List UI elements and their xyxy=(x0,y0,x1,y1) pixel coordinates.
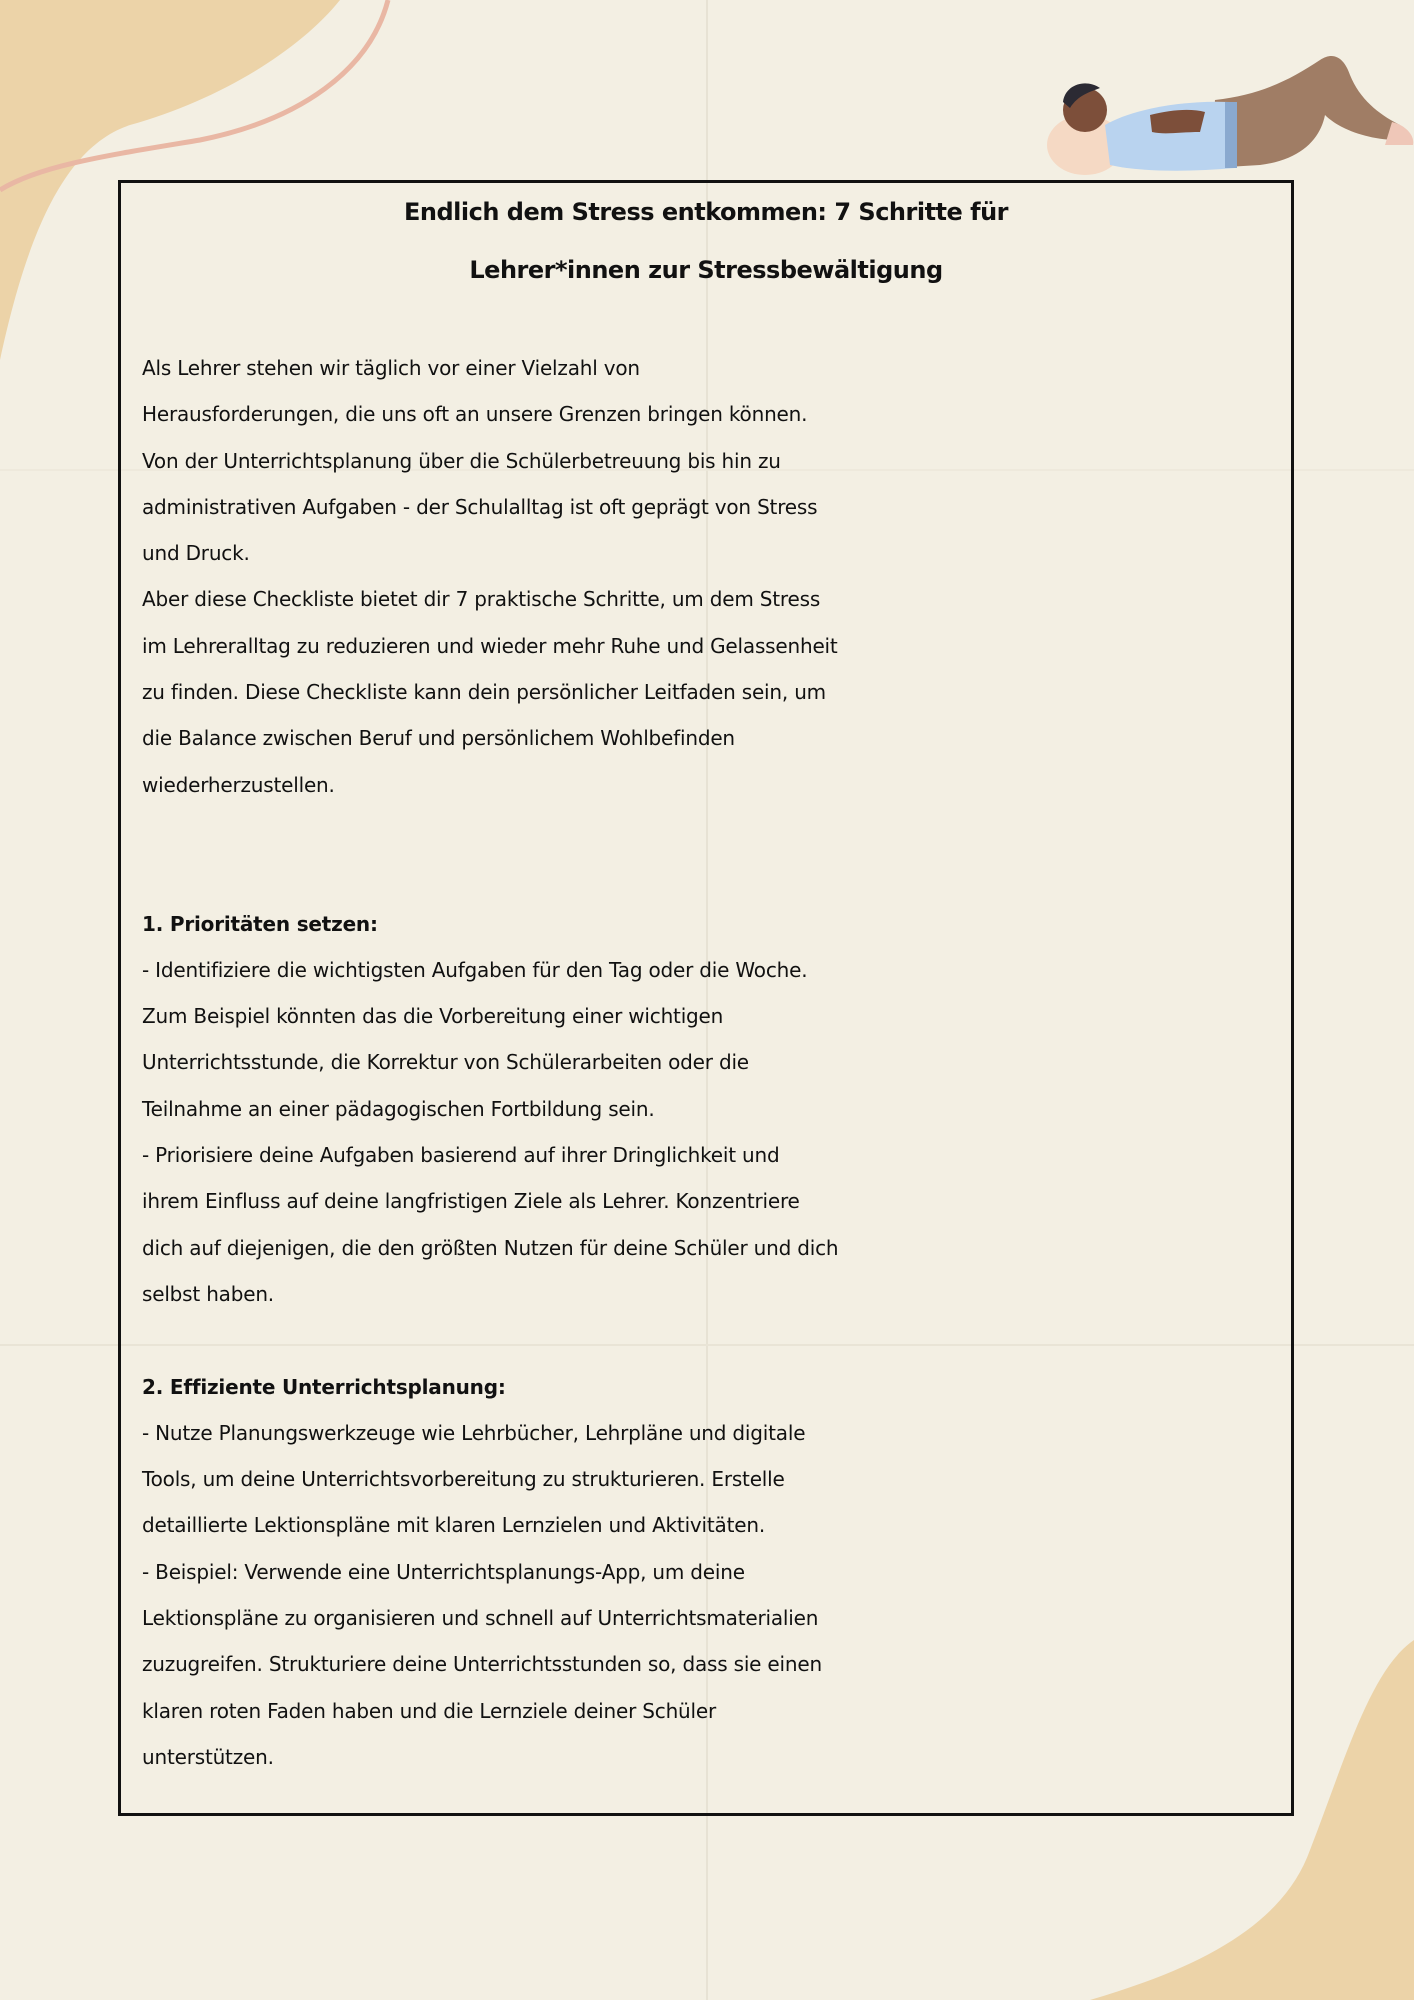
intro-line: Als Lehrer stehen wir täglich vor einer Vielzahl von xyxy=(142,356,640,380)
section-line: Zum Beispiel könnten das die Vorbereitung einer wichtigen xyxy=(142,1004,724,1029)
section-line: Unterrichtsstunde, die Korrektur von Schülerarbeiten oder die xyxy=(142,1050,749,1075)
intro-paragraph xyxy=(142,345,1282,808)
section-line: ihrem Einfluss auf deine langfristigen Ziele als Lehrer. Konzentriere xyxy=(142,1189,800,1214)
spacer xyxy=(142,854,1282,900)
page-title xyxy=(122,183,1290,299)
main-content xyxy=(142,345,1282,1780)
section-line: zuzugreifen. Strukturiere deine Unterrichtsstunden so, dass sie einen xyxy=(142,1652,822,1677)
intro-line: wiederherzustellen. xyxy=(142,772,335,797)
section-line: klaren roten Faden haben und die Lernziele deiner Schüler xyxy=(142,1698,717,1723)
section-1 xyxy=(142,901,1282,1318)
man-lying-relaxing-icon xyxy=(1030,40,1414,185)
section-line: - Nutze Planungswerkzeuge wie Lehrbücher, Lehrpläne und digitale xyxy=(142,1420,806,1445)
section-line: Lektionspläne zu organisieren und schnell auf Unterrichtsmaterialien xyxy=(142,1606,819,1631)
section-heading: 1. Prioritäten setzen: xyxy=(142,911,378,936)
intro-line: die Balance zwischen Beruf und persönlichem Wohlbefinden xyxy=(142,726,735,751)
section-line: Tools, um deine Unterrichtsvorbereitung zu strukturieren. Erstelle xyxy=(142,1467,785,1492)
section-line: detaillierte Lektionspläne mit klaren Lernzielen und Aktivitäten. xyxy=(142,1513,765,1538)
section-line: selbst haben. xyxy=(142,1281,274,1306)
section-line: dich auf diejenigen, die den größten Nutzen für deine Schüler und dich xyxy=(142,1235,839,1260)
spacer xyxy=(142,1317,1282,1363)
intro-line: zu finden. Diese Checkliste kann dein persönlicher Leitfaden sein, um xyxy=(142,680,826,705)
section-heading: 2. Effiziente Unterrichtsplanung: xyxy=(142,1374,506,1399)
title-line-1: Endlich dem Stress entkommen: 7 Schritte für xyxy=(403,198,1009,226)
section-line: Teilnahme an einer pädagogischen Fortbildung sein. xyxy=(142,1096,655,1121)
section-line: - Beispiel: Verwende eine Unterrichtsplanungs-App, um deine xyxy=(142,1559,745,1584)
section-line: unterstützen. xyxy=(142,1744,274,1769)
intro-line: im Lehreralltag zu reduzieren und wieder mehr Ruhe und Gelassenheit xyxy=(142,633,838,658)
intro-line: Von der Unterrichtsplanung über die Schülerbetreuung bis hin zu xyxy=(142,448,781,473)
intro-line: administrativen Aufgaben - der Schulalltag ist oft geprägt von Stress xyxy=(142,494,818,519)
intro-line: Herausforderungen, die uns oft an unsere Grenzen bringen können. xyxy=(142,402,808,427)
section-2 xyxy=(142,1364,1282,1781)
spacer xyxy=(142,808,1282,854)
intro-line: und Druck. xyxy=(142,541,250,566)
title-line-2: Lehrer*innen zur Stressbewältigung xyxy=(469,256,943,284)
section-line: - Identifiziere die wichtigsten Aufgaben für den Tag oder die Woche. xyxy=(142,957,808,982)
intro-line: Aber diese Checkliste bietet dir 7 praktische Schritte, um dem Stress xyxy=(142,587,821,612)
section-line: - Priorisiere deine Aufgaben basierend auf ihrer Dringlichkeit und xyxy=(142,1143,780,1168)
